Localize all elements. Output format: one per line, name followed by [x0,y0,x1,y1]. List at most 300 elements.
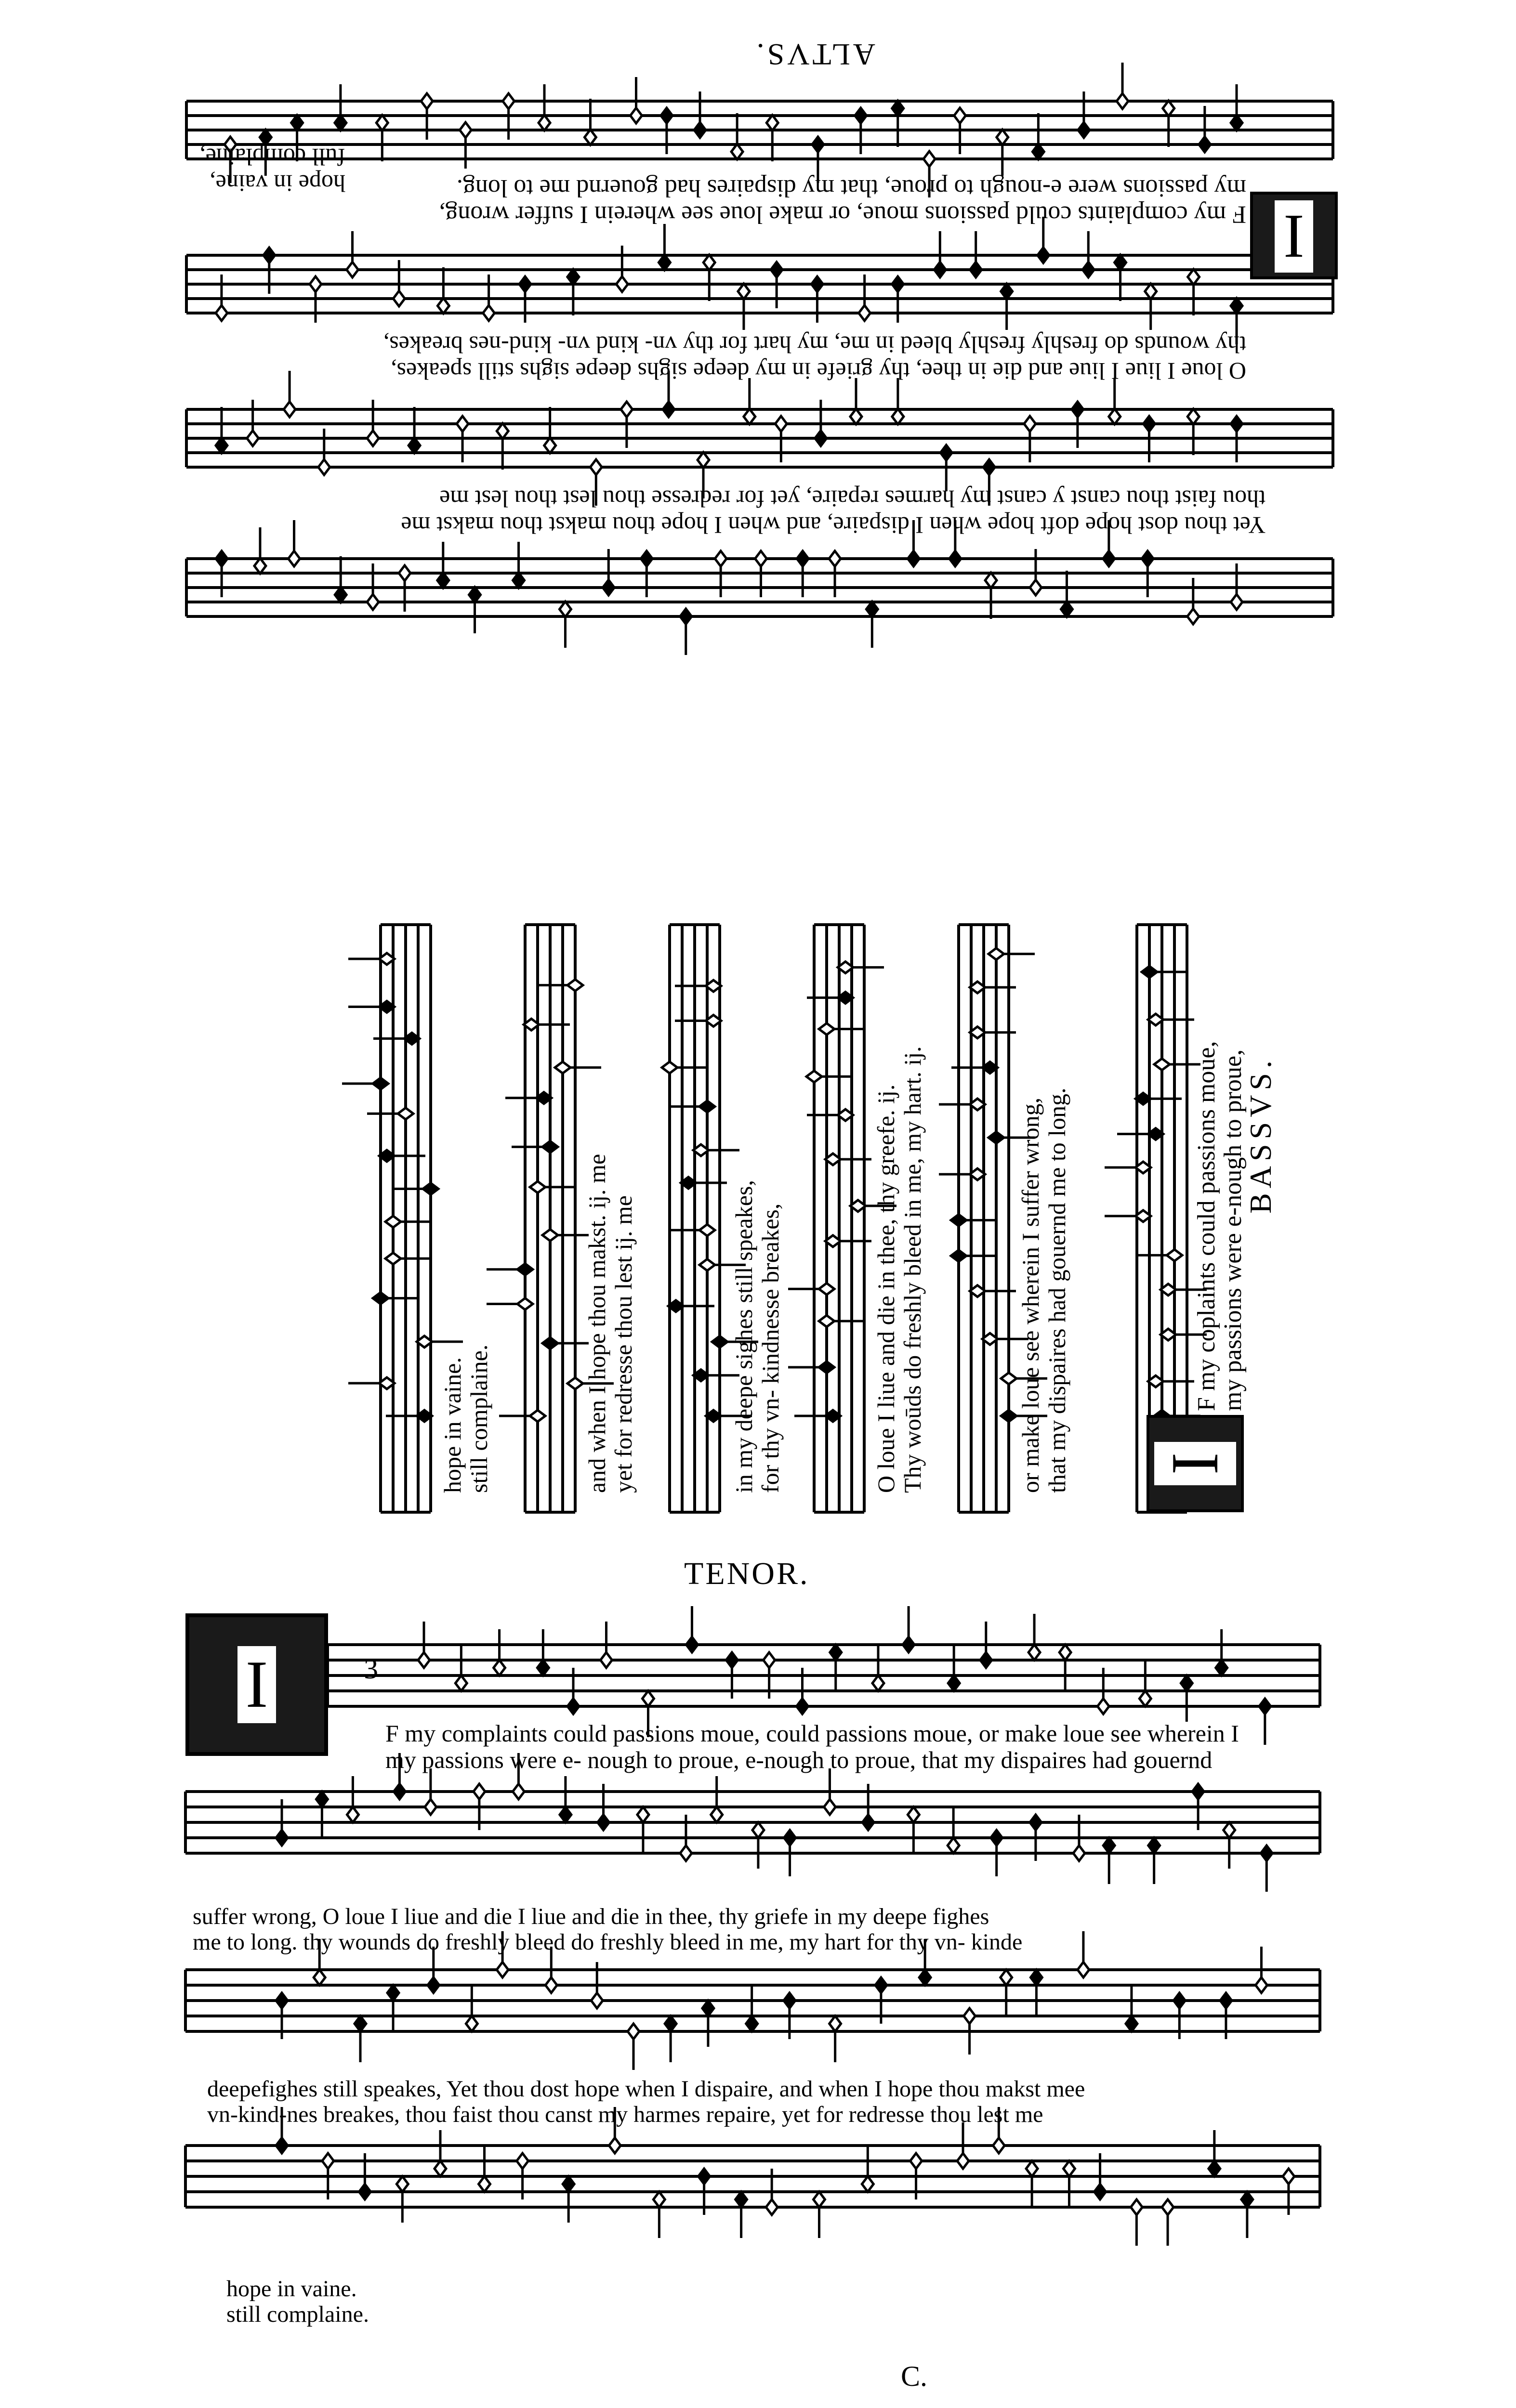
bassus-line-6: Thy woūds do freshly bleed in me, my hart. ij. [899,1046,926,1493]
bassus-line-9: and when I hope thou makst. ij. me [583,1153,610,1493]
tenor-staff-2-note-head [394,1784,405,1799]
altus-staff-2-note-head [519,276,531,292]
bassus-staff-5-note [542,1337,589,1349]
tenor-staff-4-note-head [1209,2161,1220,2176]
altus-staff-1-note-head [1032,144,1044,159]
tenor-staff-3-note-head [702,2001,714,2016]
altus-staff-4-note-head [866,602,878,617]
tenor-staff-4-note-head [736,2192,747,2207]
tenor-staff-2-note-head [752,1822,764,1838]
tenor-staff-2-note-head [598,1815,609,1830]
bassus-staff-1-note-head [1142,966,1157,978]
altus-staff-4-note [680,609,692,655]
tenor-verse2-line1: my passions were e- nough to proue, e-nough to proue, that my dispaires had gouernd [385,1746,1213,1773]
signature-mark: C. [901,2360,928,2392]
altus-staff-4-note-head [755,551,766,566]
altus-staff-3-note-head [744,409,755,424]
altus-staff-2-note [1115,255,1126,301]
tenor-staff-3-note-head [591,1993,603,2008]
tenor-staff-4-note-head [479,2176,490,2192]
altus-line-6: thou faist thou canst y canst my harmes repaire, yet for redresse thou lest thou lest me [439,485,1266,512]
bassus-staff-2-note [939,1168,985,1180]
bassus-staff-5-note-head [530,1181,545,1193]
altus-staff-4-note-head [1103,551,1115,566]
bassus-staff-1-note-head [1154,1059,1170,1070]
altus-staff-2-note-head [703,255,715,270]
altus-staff-4-note-head [603,580,614,595]
tenor-mensuration: 3 [364,1653,378,1685]
tenor-staff-4-note [736,2192,747,2238]
tenor-staff-4-note-head [563,2176,574,2192]
tenor-staff-2-note-head [637,1807,649,1822]
tenor-verse1-line2: suffer wrong, O loue I liue and die I liue and die in thee, thy griefe in my deepe fighes [193,1904,989,1929]
altus-staff-2-note [738,284,750,330]
tenor-staff-3-note [628,2024,639,2070]
tenor-staff-2-note [908,1807,919,1853]
altus-staff-1-note-head [892,101,904,116]
tenor-verse2-line2: me to long. thy wounds do freshly bleed do freshly bleed in me, my hart for thy vn- kinde [193,1929,1023,1955]
tenor-staff-4-note-head [396,2176,408,2192]
tenor-staff-2-note [1261,1845,1272,1892]
altus-staff-1-note-head [766,115,778,131]
tenor-staff-1-note-head [980,1652,992,1668]
altus-staff-4-note-head [641,551,652,566]
bassus-staff-6-note [373,1293,419,1304]
tenor-staff-2-note-head [1103,1838,1115,1853]
tenor-staff-2-note-head [862,1815,874,1830]
tenor-staff-3-note-head [466,2016,477,2031]
bassus-staff-6-note-head [385,1216,401,1228]
bassus-staff-3-note [819,1315,865,1327]
altus-staff-4-note-head [367,594,379,610]
altus-staff-1-note-head [503,93,514,109]
altus-staff-1-note-head [630,108,642,123]
bassus-staff-4-note [662,1062,708,1073]
altus-staff-4-note-head [254,558,266,574]
tenor-staff-1-note-head [1216,1660,1227,1675]
bassus-staff-2-note-head [989,1132,1004,1143]
tenor-staff-3-note-head [1126,2016,1137,2031]
tenor-staff-2-note-head [513,1784,524,1799]
tenor-staff-4-note-head [993,2138,1004,2153]
altus-staff-4-note-head [829,551,841,566]
altus-staff-2-note-head [1001,284,1013,299]
bassus-staff-2-note [939,1099,985,1110]
tenor-staff-1-note [1139,1660,1151,1706]
bassus-staff-1-note [1105,1162,1151,1173]
altus-staff-2-note-head [567,269,579,285]
altus-staff-4-note [513,542,525,588]
tenor-staff-4-note-head [910,2153,922,2169]
bassus-staff-3-note-head [806,1071,822,1082]
altus-staff-2-note [1145,284,1157,330]
tenor-staff-4-note [479,2146,490,2192]
bassus-staff-5-note [512,1141,558,1152]
altus-staff-1-note-head [1117,93,1128,109]
tenor-staff-3-note-head [276,1993,288,2008]
altus-staff-3-note-head [457,416,468,432]
bassus-staff-5-note [542,1230,589,1241]
bassus-staff-5-note [537,980,583,991]
tenor-staff-2-note-head [908,1807,919,1822]
tenor-verse1-line1: F my complaints could passions moue, could passions moue, or make loue see wherein I [385,1720,1239,1747]
altus-initial: I [1275,200,1313,273]
tenor-staff-1-note-head [796,1699,808,1714]
tenor-staff-3-note [387,1985,399,2031]
bassus-staff-5-note [530,1181,576,1193]
altus-staff-3-note-head [367,431,379,446]
altus-staff-3-note-head [983,459,995,475]
tenor-staff-3-note-head [314,1970,325,1985]
bassus-staff-6-note-head [373,1078,388,1089]
altus-staff-1-note-head [1078,122,1090,138]
altus-staff-2-note-head [1115,255,1126,270]
tenor-staff-1-note [872,1645,884,1691]
tenor-staff-1-note-head [686,1637,698,1652]
bassus-staff-6-note [417,1336,463,1348]
altus-staff-2-note-head [1145,284,1157,299]
bassus-part [0,896,1516,1570]
altus-staff-1-note [335,84,346,131]
tenor-staff-4-note [435,2130,446,2176]
tenor-staff-4-note-head [609,2138,620,2153]
altus-staff-1-note [376,115,388,161]
altus-staff-3-note-head [698,452,709,468]
altus-staff-3-note-head [850,409,862,424]
altus-staff-3-note [284,371,295,417]
bassus-line-3: or make loue see wherein I suffer wrong, [1017,1098,1044,1493]
tenor-staff-3-note [702,2001,714,2047]
altus-staff-2-note-head [616,276,628,292]
tenor-staff-4-note-head [862,2176,873,2192]
altus-staff-3-note-head [216,438,227,453]
tenor-staff-4-note-head [813,2192,825,2207]
bassus-staff-6-note [348,1377,395,1389]
tenor-staff-4-note [1162,2199,1173,2246]
bassus-initial-ornament [1147,1415,1244,1512]
bassus-staff-2-note [951,1250,997,1262]
tenor-staff-1-note [1028,1614,1040,1660]
bassus-staff-6-note [348,1001,395,1013]
altus-staff-4-note [254,527,266,574]
altus-staff-4-note-head [1231,594,1242,610]
altus-staff-2-note [703,255,715,301]
tenor-staff-2-note-head [276,1830,288,1845]
altus-staff-4-note-head [797,551,808,566]
altus-staff-1-note-head [954,108,966,123]
bassus-staff-1-note [1105,1210,1151,1222]
altus-line-1: F my complaints could passions moue, or make loue see wherein I suffer wrong, [439,201,1246,228]
altus-staff-2-note [1001,284,1013,330]
tenor-staff-3-note-head [665,2016,676,2031]
tenor-staff-1-note [537,1629,549,1675]
tenor-staff-4-note [563,2176,574,2223]
altus-staff-1-note-head [812,137,824,152]
altus-staff-1-note-head [731,144,743,159]
altus-staff-4-note-head [1030,580,1041,595]
tenor-staff-3-note-head [387,1985,399,2001]
tenor-staff-1-note-head [1139,1691,1151,1706]
altus-staff-1-note-head [855,108,867,123]
altus-staves [0,0,1516,901]
altus-staff-2-note [659,224,670,270]
tenor-staff-2-note-head [1261,1845,1272,1861]
altus-staff-2-note-head [1188,269,1200,285]
tenor-staff-4-note [862,2146,873,2192]
tenor-staff-1-note-head [872,1675,884,1691]
tenor-staff-1-note-head [726,1652,738,1668]
tenor-staff-1-note [455,1645,467,1691]
altus-staff-3-note [216,407,227,453]
tenor-staff-3-note-head [1255,1977,1267,1993]
tenor-staff-2-note [948,1807,959,1853]
altus-initial-ornament [1250,192,1338,279]
tenor-staff-4-note-head [957,2153,969,2169]
altus-staff-3-note-head [940,445,952,460]
bassus-staff-6-note [348,953,395,965]
bassus-staff-6-note [342,1078,388,1089]
bassus-staff-4-note-head [712,1336,727,1348]
tenor-staff-2-note-head [1030,1815,1041,1830]
altus-staff-1-note [1231,84,1242,131]
bassus-line-12: still complaine. [465,1344,492,1493]
tenor-initial: I [237,1646,276,1723]
tenor-staff-4-note-head [1131,2199,1142,2215]
tenor-staff-4-note [813,2192,825,2238]
tenor-staff-4-note-head [766,2199,778,2215]
bassus-staff-5-note-head [567,1378,583,1389]
tenor-staff-2-note [637,1807,649,1853]
bassus-staff-6-note-head [398,1108,413,1119]
bassus-staff-1-note [1117,1128,1163,1140]
bassus-staff-5-note [487,1264,533,1275]
bassus-staff-2-note-head [989,948,1004,960]
altus-staff-2-note-head [934,262,946,277]
tenor-staff-3-note [1078,1931,1089,1977]
tenor-staff-1-note-head [903,1637,914,1652]
altus-line-3: O loue I liue I liue and die in thee, thy griefe in my deepe sighs deepe sighs still speakes, [391,358,1246,385]
altus-staff-3-note-head [590,459,602,475]
altus-part [0,0,1516,901]
altus-staff-1-note-head [997,130,1008,145]
bassus-staff-6-note [392,1183,438,1195]
tenor-staff-4-note-head [435,2161,446,2176]
bassus-staff-5-note-head [517,1264,533,1275]
altus-staff-2-note-head [970,262,982,277]
bassus-staff-6-note-head [373,1293,388,1304]
tenor-staff-3-note-head [1078,1962,1089,1977]
tenor-staff-3-note-head [875,1977,887,1993]
altus-staff-4-note [335,556,346,602]
tenor-staff-4-note [1131,2199,1142,2246]
tenor-staff-1-note-head [494,1660,505,1675]
bassus-staff-4-note [693,1144,739,1156]
tenor-staff-3-note [355,2016,366,2062]
bassus-line-1: F my coplaints could passions moue, [1193,1041,1220,1411]
altus-staff-2-note-head [1038,248,1049,263]
tenor-staff-1-note-head [1028,1645,1040,1660]
altus-staff-1-note-head [539,115,550,131]
bassus-line-8: for thy vn- kindnesse breakes, [757,1203,784,1493]
bassus-staff-3-note-head [819,1361,834,1373]
altus-staff-2-note-head [264,248,275,263]
bassus-staff-5-note-head [555,1062,570,1073]
tenor-staff-1-note [948,1645,960,1691]
tenor-staff-4-note [396,2176,408,2223]
altus-staff-4-note [1061,571,1072,617]
bassus-staff-1-note-head [1167,1249,1182,1261]
bassus-staff-6-note-head [423,1183,438,1195]
altus-staff-2-note-head [811,276,823,292]
tenor-staff-1-note [1059,1645,1071,1691]
altus-staff-2-note [437,267,449,314]
altus-staff-2-note-head [892,276,904,292]
altus-staff-2-note-head [393,291,405,306]
bassus-staff-3-note-head [819,1283,834,1295]
tenor-staff-2-note [560,1776,571,1822]
tenor-staff-4-note-head [1026,2161,1038,2176]
altus-staff-1-note-head [335,115,346,131]
altus-staff-2-note-head [483,305,495,321]
altus-staff-3-note-head [284,402,295,417]
tenor-staff-2-note [347,1776,358,1822]
altus-staff-4-note-head [559,602,571,617]
tenor-staff-2-note-head [1224,1822,1235,1838]
altus-staff-2-note-head [216,305,227,321]
altus-staff-3-note-head [1072,402,1083,417]
altus-staff-1-note [731,113,743,159]
tenor-staff-3-note-head [784,1993,795,2008]
tenor-staff-1-note [686,1606,698,1652]
bassus-staff-5-note-head [542,1141,558,1152]
bassus-staff-5-note-head [542,1230,558,1241]
altus-line-2: my passions were e-nough to proue, that my dispaires had gouernd me to long. [456,174,1246,202]
tenor-staff-1-note-head [642,1691,654,1706]
tenor-staff-2-note [1103,1838,1115,1884]
altus-staff-3-note [409,407,420,453]
altus-staff-2-note-head [347,262,358,277]
bassus-staff-5-note-head [530,1410,545,1422]
bassus-staves [120,905,1301,1531]
tenor-staff-2-note-head [425,1799,436,1815]
tenor-staff-4-note-head [653,2192,665,2207]
tenor-staff-1-note [494,1629,505,1675]
altus-staff-1-note [766,115,778,161]
altus-staff-2-note-head [771,262,782,277]
tenor-staff-4-note-head [699,2169,710,2184]
tenor-staff-1-note-head [1059,1645,1071,1660]
bassus-staff-3-note-head [819,1023,834,1035]
tenor-staff-2-note-head [474,1784,485,1799]
tenor-staff-2-note-head [316,1792,328,1807]
tenor-staff-1-note-head [455,1675,467,1691]
tenor-staff-3-note-head [830,2016,841,2031]
bassus-line-2: my passions were e-nough to proue, [1219,1049,1247,1411]
bassus-staff-6-note [385,1253,432,1264]
tenor-staff-1-note-head [764,1652,775,1668]
tenor-verse1-line3: deepefighes still speakes, Yet thou dost hope when I dispaire, and when I hope thou makst mee [207,2076,1085,2102]
altus-staff-1-note [892,101,904,147]
tenor-staff-3-note-head [1001,1970,1012,1985]
tenor-staff-4-note-head [517,2153,528,2169]
bassus-staff-2-note [951,1215,997,1226]
tenor-verse2-line4: still complaine. [226,2302,369,2327]
tenor-staff-2-note [1224,1822,1235,1869]
tenor-staff-1-note-head [948,1675,960,1691]
tenor-staff-3-note-head [1220,1993,1232,2008]
tenor-staff-4-note-head [276,2138,288,2153]
altus-staff-3-note-head [247,431,259,446]
bassus-staff-2-note-head [1001,1410,1016,1422]
tenor-staff-2-note-head [347,1807,358,1822]
altus-staff-4-note-head [949,551,961,566]
altus-staff-2-note-head [1231,298,1242,314]
tenor-staff-3-note-head [497,1962,508,1977]
altus-staff-4-note-head [1061,602,1072,617]
tenor-staff-4-note [653,2192,665,2238]
altus-staff-4-note-head [335,587,346,602]
altus-staff-3-note-head [1143,416,1155,432]
tenor-staff-4-note-head [1063,2161,1075,2176]
tenor-staff-2-note-head [784,1830,796,1845]
altus-staff-3-note-head [409,438,420,453]
altus-staff-1-note [539,84,550,131]
altus-staff-1-note-head [661,108,672,123]
altus-staff-2-note-head [1082,262,1094,277]
bassus-staff-5-note-head [517,1298,533,1309]
altus-staff-3-note-head [318,459,330,475]
bassus-staff-5-note [555,1062,601,1073]
altus-staff-2-note [1188,269,1200,315]
bassus-staff-2-note-head [951,1250,966,1262]
tenor-staff-3-note-head [964,2008,976,2024]
altus-end-1: hope in vaine, [210,170,345,197]
altus-staff-1-note [1032,113,1044,159]
altus-staff-3-note-head [544,438,556,453]
tenor-staff-1-note-head [418,1652,430,1668]
tenor-staff-3-note-head [919,1970,931,1985]
tenor-staff-1-note [1216,1629,1227,1675]
bassus-staff-3-note [838,962,884,973]
altus-staff-3-note [497,423,508,470]
bassus-staff-5-note [487,1298,533,1309]
altus-staff-4-note-head [289,551,300,566]
altus-staff-1-note [1163,101,1174,147]
tenor-staff-4-note [1241,2192,1253,2238]
tenor-heading: TENOR. [684,1556,810,1591]
altus-staff-2-note-head [859,305,870,321]
altus-staff-4-note-head [513,573,525,588]
altus-staff-4-note-head [985,573,997,588]
tenor-staff-1-note [1181,1675,1192,1722]
bassus-staff-5-note [499,1410,545,1422]
altus-staff-3-note [544,407,556,453]
altus-staff-4-note-head [399,565,410,581]
bassus-staff-4-note [669,1101,715,1112]
altus-staff-4-note-head [469,587,481,602]
bassus-staff-3-note-head [819,1315,834,1327]
altus-staff-3-note-head [497,423,508,439]
altus-staff-4-note-head [1142,551,1153,566]
bassus-staff-3-note [794,1410,841,1422]
altus-staff-4-note-head [216,551,227,566]
tenor-staff-1-note-head [830,1645,842,1660]
altus-staff-3-note-head [663,402,674,417]
altus-staff-1-note-head [694,122,706,138]
bassus-staff-3-note [788,1361,834,1373]
tenor-staff-1-note [903,1606,914,1652]
altus-staff-4-note [437,542,449,588]
